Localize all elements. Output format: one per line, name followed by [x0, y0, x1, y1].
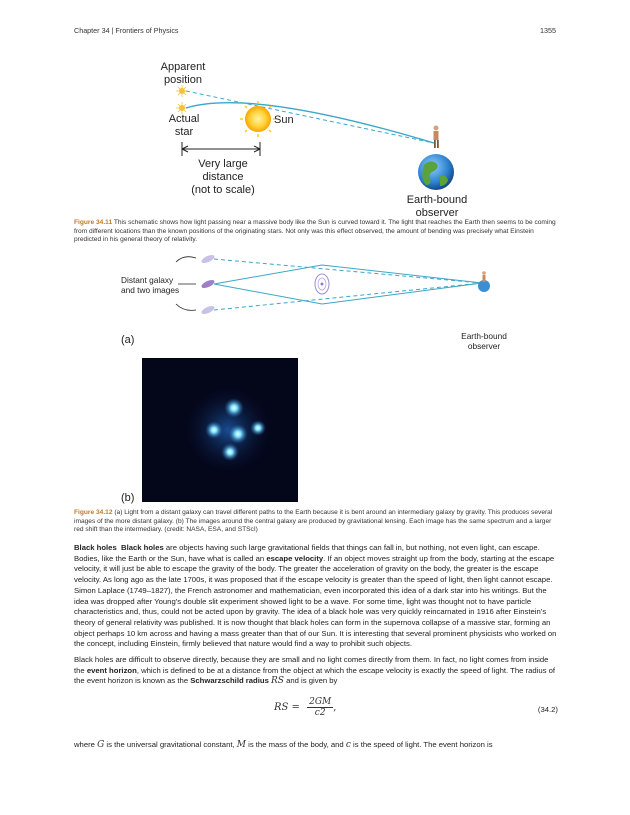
part-a-label: (a) [121, 334, 135, 346]
distant-galaxy-label: Distant galaxy and two images [121, 275, 180, 295]
figure-34-11-caption [74, 219, 556, 245]
figure-34-12a-diagram [0, 246, 630, 356]
upper-image-path [214, 259, 482, 283]
symbol-rs: RS [271, 676, 284, 687]
equation-fraction [307, 697, 333, 718]
section-black-holes [74, 543, 558, 692]
lensed-image-left [205, 421, 223, 439]
equation-denominator: c2 [314, 708, 326, 718]
earth-icon [418, 154, 454, 190]
page-number: 1355 [540, 26, 556, 35]
observer-label-1: Earth-bound observer [406, 194, 468, 219]
gravitational-lensing-photo [142, 358, 298, 502]
figure-34-12-caption [74, 509, 556, 535]
figure-34-11-number: Figure 34.11 [74, 219, 113, 226]
paragraph-2: Black holes are difficult to observe directly, because they are small and no light comes directly from them. In fact, no light comes from inside the event horizon, which is defined to be at a distance from the object at which the escape velocity is exactly the speed of light. The radius of the event horizon is known as the Schwarzschild radius RS and is given by [74, 655, 556, 687]
upper-light-path [214, 265, 482, 284]
figure-34-12-number: Figure 34.12 [74, 509, 113, 516]
figure-34-11-text: This schematic shows how light passing near a massive body like the Sun is curved toward it. The light that reaches the Earth then seems to be coming from different locations than the known positions of the originating stars. Not only was this effect observed, the amount of bending was precisely what Einstein predicted in his general theory of relativity. [74, 219, 556, 244]
distance-label: Very large distance (not to scale) [191, 158, 255, 196]
central-galaxy [228, 424, 248, 444]
section-heading: Black holes [74, 543, 117, 552]
term-escape-velocity: escape velocity [266, 553, 324, 563]
term-schwarzschild-radius: Schwarzschild radius [190, 676, 269, 686]
paragraph-3: where G is the universal gravitational constant, M is the mass of the body, and c is the speed of light. The event horizon is [74, 740, 493, 750]
observer-person-icon [434, 126, 439, 149]
apparent-position-label: Apparent position [160, 61, 206, 86]
lensed-image-top [224, 398, 244, 418]
part-b-label: (b) [121, 492, 135, 504]
equation-number: (34.2) [537, 705, 558, 714]
galaxy-image-upper-icon [200, 253, 215, 264]
observer-label-2: Earth-bound observer [461, 331, 507, 351]
lower-light-path [214, 283, 482, 304]
equation-numerator: 2GM [309, 697, 332, 707]
sun-label: Sun [274, 114, 294, 126]
distant-galaxy-icon [200, 278, 215, 289]
actual-star-label: Actual star [168, 113, 200, 138]
figure-34-11-diagram [0, 0, 630, 230]
symbol-g: G [97, 740, 105, 750]
chapter-title: Chapter 34 | Frontiers of Physics [74, 26, 179, 35]
lensed-image-bottom [221, 443, 239, 461]
lower-image-path [214, 283, 482, 310]
equation-lhs: RS = [274, 702, 300, 713]
figure-34-12-text: (a) Light from a distant galaxy can travel different paths to the Earth because it is bent around an intermediary galaxy by gravity. This produces several images of the more distant galaxy. (b) The images around the central galaxy are produced by gravitational lensing. Each image has the same spectrum and a larger red shift than the intermediary. (credit: NASA, ESA, and STScI) [74, 509, 553, 534]
term-black-holes: Black holes [121, 543, 164, 552]
equation-34-2: RS = $\frac{2GM}{c2}$ , (34.2) [274, 697, 558, 718]
apparent-light-path [186, 91, 434, 143]
actual-light-path [186, 103, 434, 143]
symbol-m: M [236, 740, 246, 750]
observer-small-icon [478, 271, 490, 292]
intermediary-galaxy-icon [315, 274, 329, 294]
lensed-image-right [250, 420, 266, 436]
distance-bracket [182, 142, 260, 156]
term-event-horizon: event horizon [86, 665, 137, 675]
sun-icon [240, 101, 276, 137]
galaxy-image-lower-icon [200, 304, 215, 315]
symbol-c: c [345, 740, 351, 750]
paragraph-1: Black holes Black holes are objects having such large gravitational fields that things can fall in, but nothing, not even light, can escape. Bodies, like the Earth or the Sun, have what is called an escape velocity. If an object moves straight up from the body, starting at the escape velocity, it will just be able to escape the gravity of the body. The greater the acceleration of gravity on the body, the greater is the escape velocity. As long ago as the late 1700s, it was proposed that if the escape velocity is greater than the speed of light, then light cannot escape. Simon Laplace (1749–1827), the French astronomer and mathematician, even incorporated this idea of a dark star into his writings. But the idea was dropped after Young’s double slit experiment showed light to be a wave. For some time, light was thought not to have particle characteristics and, thus, could not be acted upon by gravity. The idea of a black hole was very quickly reincarnated in 1916 after Einstein’s theory of general relativity was published. It is now thought that black holes can form in the supernova collapse of a massive star, forming an object perhaps 10 km across and having a mass greater than that of our Sun. It is interesting that several prominent physicists who worked on the concept, including Einstein, firmly believed that nature would find a way to prohibit such objects. [74, 543, 557, 649]
